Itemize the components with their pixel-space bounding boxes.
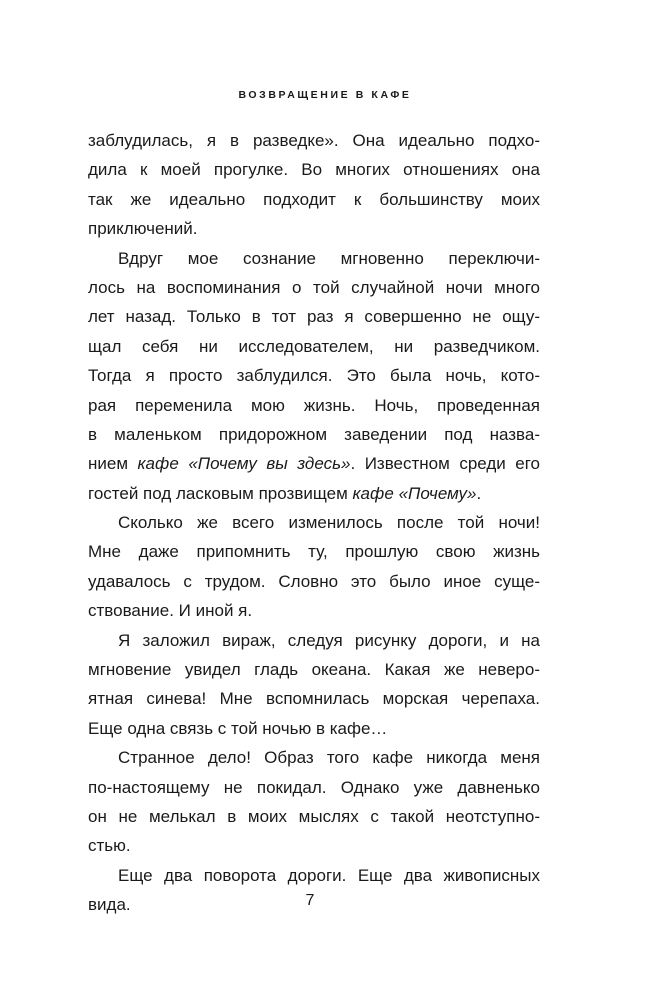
text-line bbox=[88, 831, 540, 860]
text-run: дила к моей прогулке. Во многих отношениях она bbox=[88, 160, 540, 180]
text-line bbox=[88, 449, 540, 478]
text-run: по-настоящему не покидал. Однако уже давненько bbox=[88, 777, 540, 797]
paragraph bbox=[88, 126, 540, 244]
text-run: приключений. bbox=[88, 219, 198, 239]
paragraph bbox=[88, 626, 540, 744]
text-line bbox=[88, 773, 540, 802]
text-run: гостей под ласковым прозвищем bbox=[88, 483, 353, 503]
paragraph bbox=[88, 861, 540, 920]
text-run: Еще одна связь с той ночью в кафе… bbox=[88, 718, 388, 738]
text-line bbox=[88, 537, 540, 566]
text-line bbox=[88, 684, 540, 713]
text-run: стью. bbox=[88, 836, 131, 856]
text-run: Вдруг мое сознание мгновенно переключи- bbox=[118, 248, 540, 268]
text-line bbox=[88, 655, 540, 684]
text-run: удавалось с трудом. Словно это было иное суще- bbox=[88, 571, 540, 591]
text-run: Тогда я просто заблудился. Это была ночь, кото- bbox=[88, 366, 540, 386]
text-line bbox=[88, 802, 540, 831]
text-line bbox=[88, 185, 540, 214]
paragraph bbox=[88, 508, 540, 626]
text-run: заблудилась, я в разведке». Она идеально подхо- bbox=[88, 131, 540, 150]
text-line bbox=[88, 743, 540, 772]
text-line bbox=[88, 155, 540, 184]
running-head: ВОЗВРАЩЕНИЕ В КАФЕ bbox=[238, 89, 412, 101]
text-line bbox=[88, 479, 540, 508]
text-run: Я заложил вираж, следуя рисунку дороги, и на bbox=[118, 630, 540, 650]
text-line bbox=[88, 273, 540, 302]
italic-text: кафе «Почему вы здесь» bbox=[137, 454, 351, 474]
text-line bbox=[88, 508, 540, 537]
text-line bbox=[88, 626, 540, 655]
text-run: он не мелькал в моих мыслях с такой неотступно- bbox=[88, 806, 540, 826]
text-line bbox=[88, 420, 540, 449]
text-line bbox=[88, 302, 540, 331]
text-run: лет назад. Только в тот раз я совершенно не ощу- bbox=[88, 307, 540, 327]
text-run: вида. bbox=[88, 895, 131, 915]
body-text bbox=[88, 126, 540, 920]
text-run: Еще два поворота дороги. Еще два живописных bbox=[118, 865, 540, 885]
text-run: Мне даже припомнить ту, прошлую свою жизнь bbox=[88, 542, 540, 562]
text-run: в маленьком придорожном заведении под назва- bbox=[88, 424, 540, 444]
text-line bbox=[88, 596, 540, 625]
page-number: 7 bbox=[305, 892, 315, 909]
text-line bbox=[88, 361, 540, 390]
text-line bbox=[88, 714, 540, 743]
text-run: нием bbox=[88, 454, 138, 474]
text-run: рая переменила мою жизнь. Ночь, проведенная bbox=[88, 395, 540, 415]
text-line bbox=[88, 861, 540, 890]
text-line bbox=[88, 214, 540, 243]
text-run: Странное дело! Образ того кафе никогда меня bbox=[118, 748, 540, 768]
text-line bbox=[88, 567, 540, 596]
text-line bbox=[88, 391, 540, 420]
text-line bbox=[88, 244, 540, 273]
text-run: ствование. И иной я. bbox=[88, 601, 253, 621]
italic-text: кафе «Почему» bbox=[352, 483, 477, 503]
text-line bbox=[88, 126, 540, 155]
paragraph bbox=[88, 244, 540, 509]
text-run: Сколько же всего изменилось после той ночи! bbox=[118, 513, 540, 533]
text-line bbox=[88, 332, 540, 361]
paragraph bbox=[88, 743, 540, 861]
text-run: . Известном среди его bbox=[350, 454, 540, 474]
text-run: щал себя ни исследователем, ни разведчиком. bbox=[88, 336, 540, 356]
text-run: . bbox=[476, 483, 482, 503]
text-run: мгновение увидел гладь океана. Какая же неверо- bbox=[88, 660, 540, 680]
text-run: так же идеально подходит к большинству моих bbox=[88, 189, 540, 209]
text-run: ятная синева! Мне вспомнилась морская черепаха. bbox=[88, 689, 540, 709]
text-run: лось на воспоминания о той случайной ночи много bbox=[88, 277, 540, 297]
